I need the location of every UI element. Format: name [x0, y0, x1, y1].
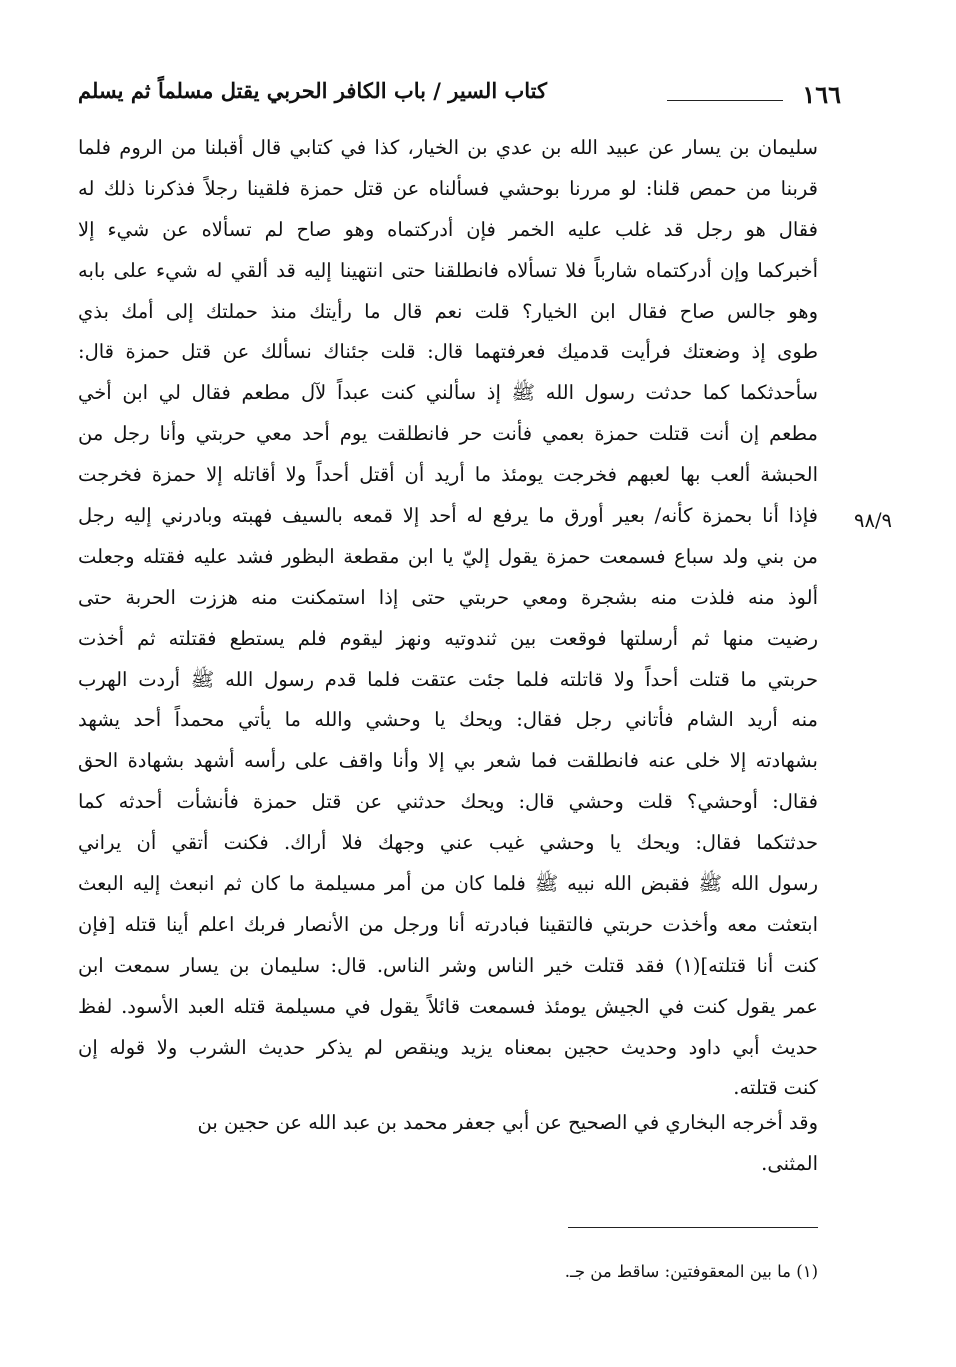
text-line: منه أريد الشام فأتاني رجل فقال: ويحك يا وحشي والله ما يأتي محمداً أحد يشهد	[78, 708, 818, 732]
text-line: سأحدثكما كما حدثت رسول الله ﷺ إذ سألني كنت عبداً لآل مطعم فقال لي ابن أخي	[78, 381, 818, 405]
footnote: (١) ما بين المعقوفتين: ساقط من جـ.	[564, 1262, 818, 1281]
text-line: كنت قتلته.	[733, 1076, 818, 1100]
header-rule	[667, 100, 783, 101]
text-line: الحبشة ألعب بها لعبهم فخرجت يومئذ ما أريد أن أقتل أحداً ولا أقاتله إلا حمزة فخرجت	[78, 463, 818, 487]
page-number: ١٦٦	[802, 80, 841, 109]
text-line: كنت أنا قتلته](١) فقد قتلت خير الناس وشر الناس. قال: سليمان بن يسار سمعت ابن	[78, 953, 818, 977]
footnote-rule	[568, 1227, 818, 1228]
text-line: قربنا من حمص قلنا: لو مررنا بوحشي فسألناه عن قتل حمزة فلقينا رجلاً فذكرنا ذلك له	[78, 176, 818, 200]
main-paragraph	[78, 128, 818, 1109]
text-line: المثنى.	[761, 1151, 818, 1175]
text-line: من بني ولد سباع فسمعت حمزة يقول إليّ يا ابن مقطعة البظور فشد عليه فقتله وجعلت	[78, 544, 818, 568]
text-line: طوى إذ وضعتك فرأيت قدميك فعرفتهما قال: قلت جئناك نسألك عن قتل حمزة قال:	[78, 340, 818, 364]
text-line: رسول الله ﷺ فقبض الله نبيه ﷺ فلما كان من أمر مسيلمة ما كان ثم انبعث إليه البعث	[78, 872, 818, 896]
text-line: حديث أبي داود وحديث حجين بمعناه يزيد وينقص لم يذكر حديث الشرب ولا قوله إن	[78, 1035, 818, 1059]
text-line: فقال: أوحشي؟ قلت وحشي قال: ويحك حدثني عن قتل حمزة فأنشأت أحدثه كما	[78, 790, 818, 814]
margin-reference: ٩٨/٩	[854, 509, 892, 532]
text-line: مطعم إن أنت قتلت حمزة بعمي فأنت حر فانطلقت يوم أحد معي حربتي وأنا رجل من	[78, 422, 818, 446]
text-line: سليمان بن يسار عن عبيد الله بن عدي بن الخيار، كذا في كتابي قال أقبلنا من الروم فلما	[78, 136, 818, 159]
text-line: حربتي ما قتلت أحداً ولا قاتلته فلما جئت عتقت فلما قدم رسول الله ﷺ أردت الهرب	[78, 667, 818, 691]
text-line: فقال هو رجل قد غلب عليه الخمر فإن أدركتماه وهو صاح لم تسألاه عن شيء إلا	[78, 217, 818, 241]
text-line: وهو جالس صاح فقال ابن الخيار؟ قلت نعم قال ما رأيتك منذ حملتك إلى أمك بذي	[78, 299, 818, 323]
text-line: ألوذ منه فلذت منه بشجرة ومعي حربتي حتى إذا استمكنت منه هززت الحربة حتى	[78, 585, 818, 609]
text-line: أخبركما وإن أدركتماه شارباً فلا تسألاه فانطلقنا حتى انتهينا إليه قد ألقي له شيء على بابه	[78, 258, 818, 282]
text-line: وقد أخرجه البخاري في الصحيح عن أبي جعفر محمد بن عبد الله عن حجين بن	[197, 1111, 818, 1134]
text-line: عمر يقول كنت في الجيش يومئذ فسمعت قائلاً يقول في مسيلمة قتله العبد الأسود. لفظ	[78, 994, 818, 1018]
running-title: كتاب السير / باب الكافر الحربي يقتل مسلماً ثم يسلم	[78, 78, 547, 103]
text-line: بشهادته إلا خلى عنه فانطلقت فما شعر بي إلا وأنا واقف على رأسه أشهد بشهادة الحق	[78, 749, 818, 773]
text-line: حدثتكما فقال: ويحك يا وحشي غيب عني وجهك فلا أراك. فكنت أتقي أن يراني	[78, 831, 818, 855]
text-line: رضيت منها ثم أرسلتها فوقعت بين ثندوتيه ونهز ليقوم فلم يستطع فقتلته ثم أخذت	[78, 626, 818, 650]
text-line: فإذا أنا بحمزة كأنه/ بعير أورق ما يرفع له أحد إلا قمعه بالسيف فهبته وبادرني إليه رجل	[78, 504, 818, 528]
text-line: ابتعثت معه وأخذت حربتي فالتقينا فبادرته أنا ورجل من الأنصار فربك اعلم أينا قتله [فإن	[78, 912, 818, 936]
closing-paragraph	[78, 1103, 818, 1185]
page-header	[78, 78, 841, 118]
